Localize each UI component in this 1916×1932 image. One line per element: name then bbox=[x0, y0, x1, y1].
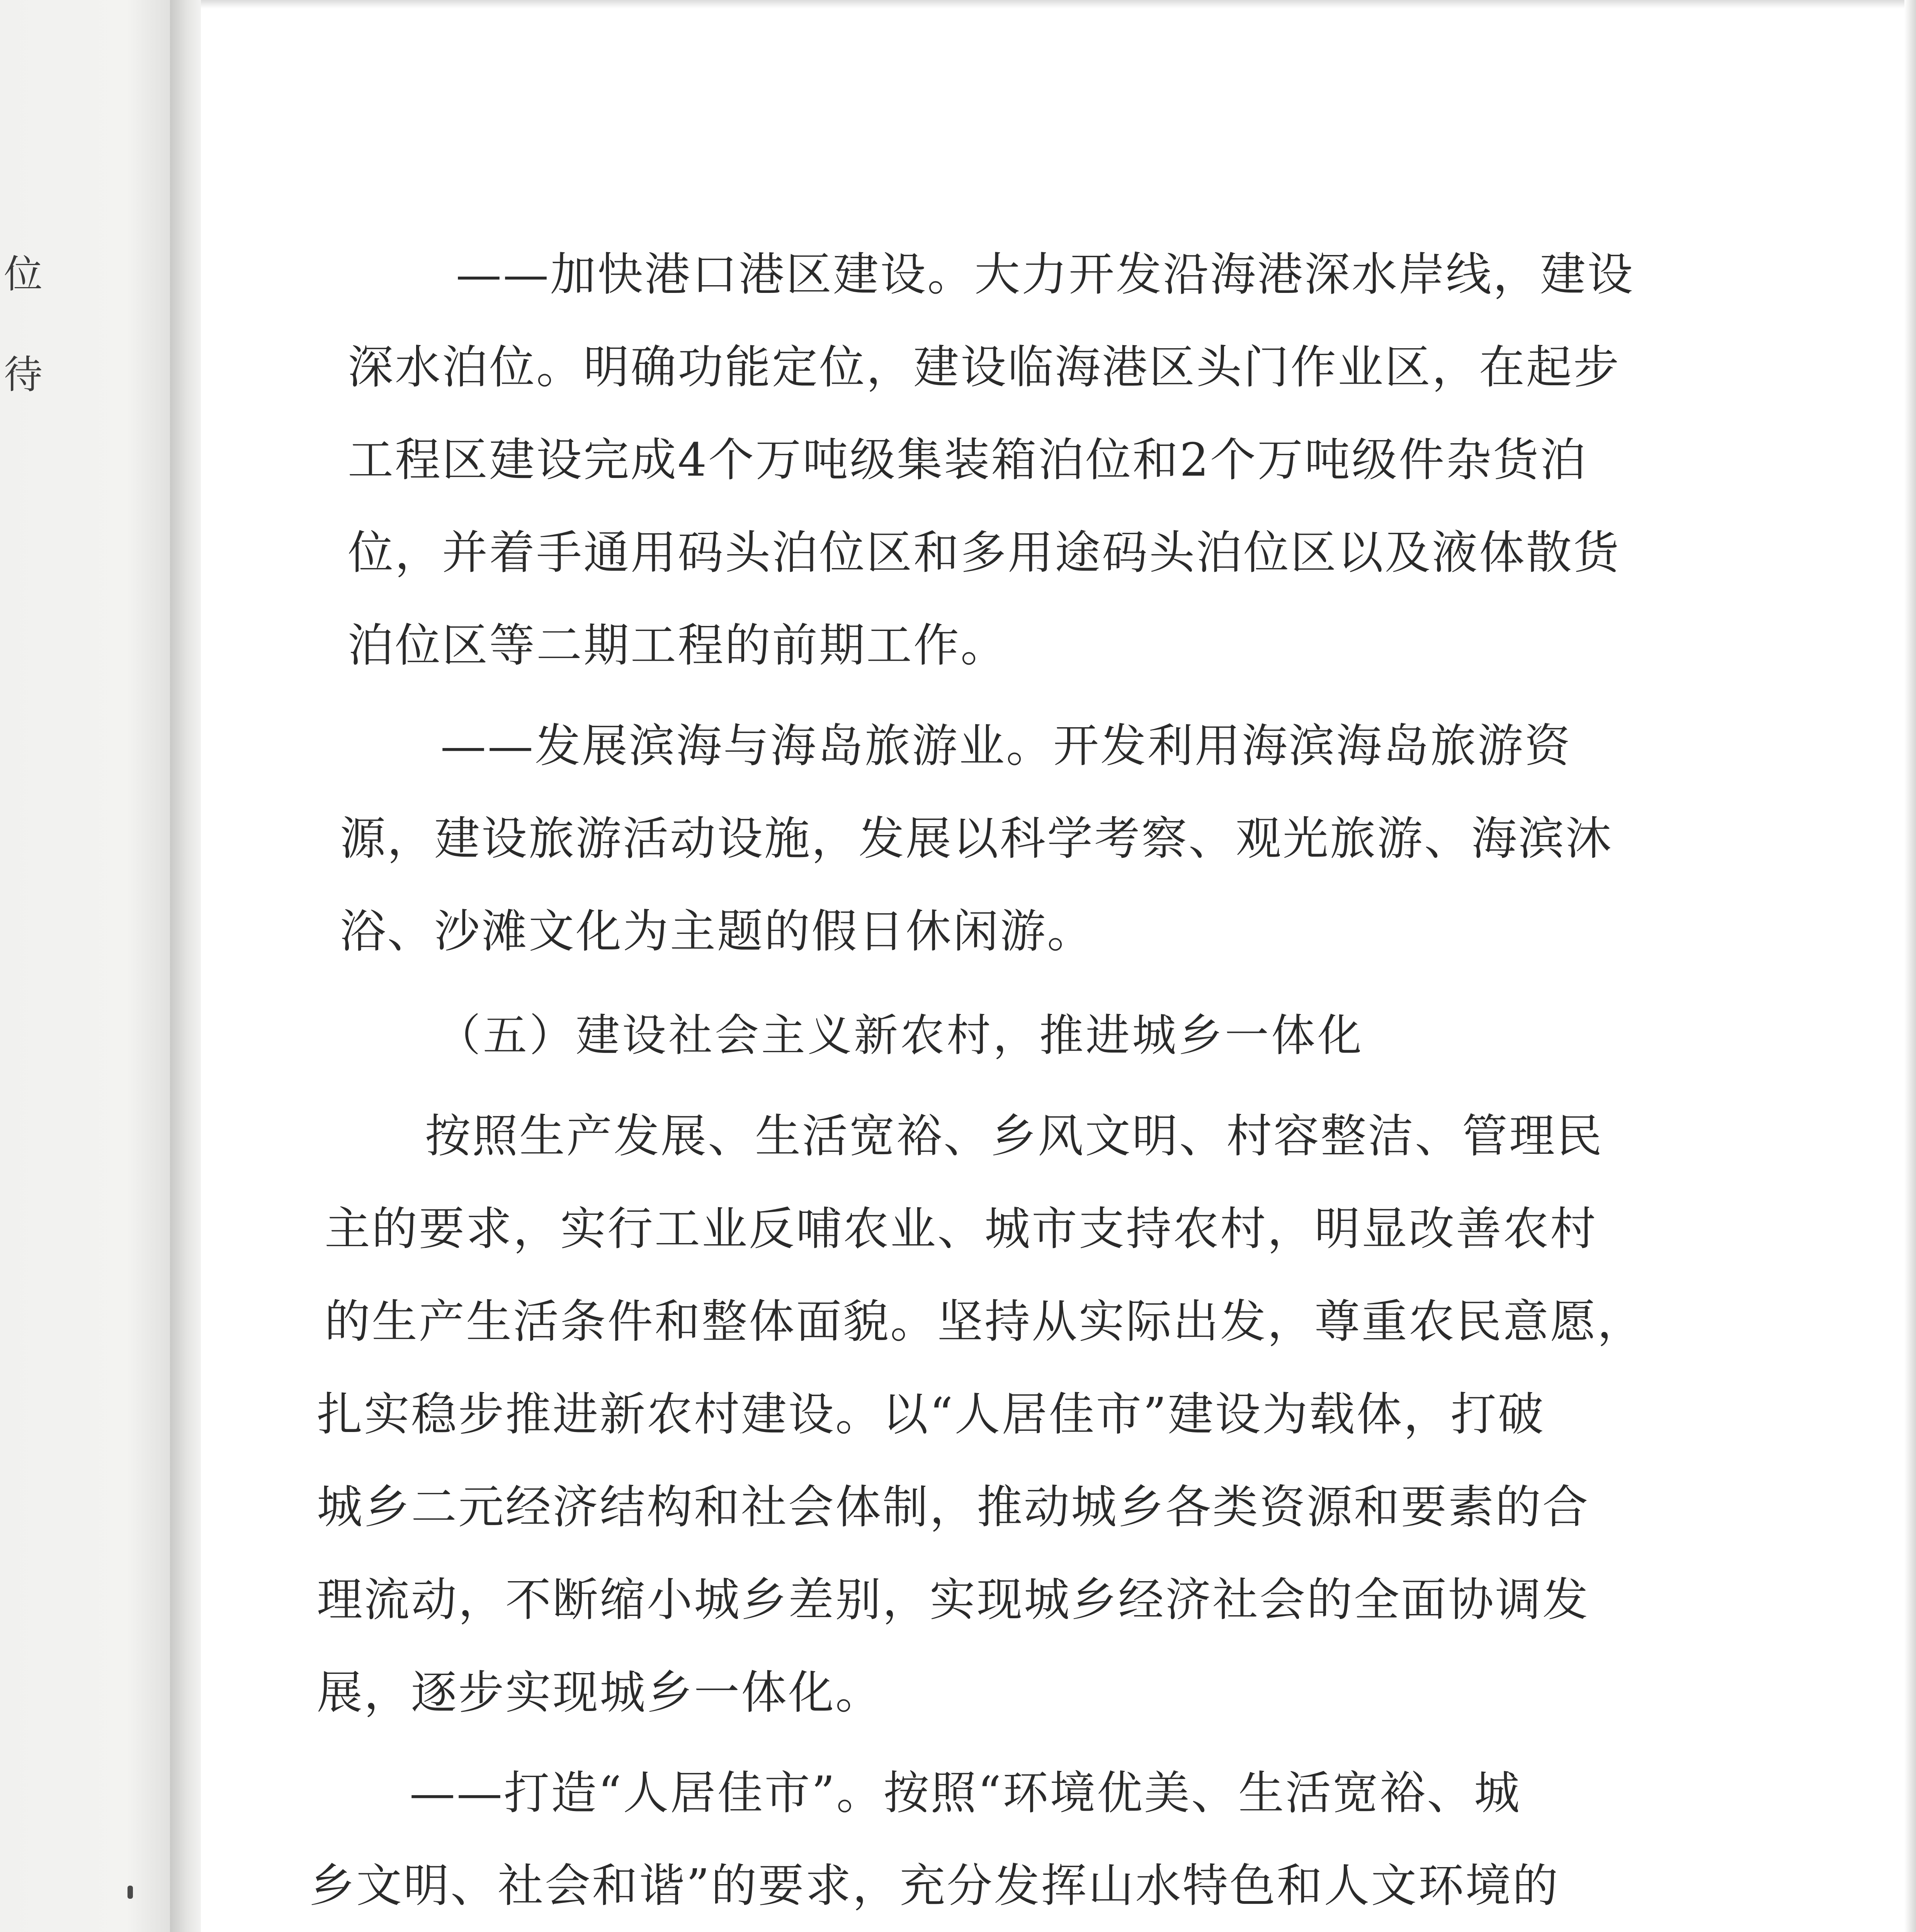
facing-page-fragment: 待 bbox=[4, 355, 43, 394]
section-heading: （五）建设社会主义新农村，推进城乡一体化 bbox=[437, 1010, 1364, 1061]
text-line: ——加快港口港区建设。大力开发沿海港深水岸线，建设 bbox=[456, 248, 1635, 301]
text-line: 按照生产发展、生活宽裕、乡风文明、村容整洁、管理民 bbox=[425, 1109, 1604, 1163]
text-line: ——打造“人居佳市”。按照“环境优美、生活宽裕、城 bbox=[410, 1766, 1521, 1820]
text-line: 源，建设旅游活动设施，发展以科学考察、观光旅游、海滨沐 bbox=[340, 812, 1613, 865]
facing-page-fragment: 位 bbox=[4, 255, 43, 294]
text-line: 城乡二元经济结构和社会体制，推动城乡各类资源和要素的合 bbox=[317, 1480, 1590, 1534]
text-line: 深水泊位。明确功能定位，建设临海港区头门作业区，在起步 bbox=[348, 340, 1621, 394]
document-page bbox=[201, 0, 1916, 1932]
text-line: 理流动，不断缩小城乡差别，实现城乡经济社会的全面协调发 bbox=[317, 1573, 1590, 1626]
text-line: 工程区建设完成4个万吨级集装箱泊位和2个万吨级件杂货泊 bbox=[348, 433, 1588, 486]
scan-mark bbox=[128, 1886, 133, 1899]
page-edge-top bbox=[201, 0, 1916, 9]
text-line: 展，逐步实现城乡一体化。 bbox=[317, 1666, 883, 1719]
text-line: ——发展滨海与海岛旅游业。开发利用海滨海岛旅游资 bbox=[440, 719, 1572, 772]
text-line: 主的要求，实行工业反哺农业、城市支持农村，明显改善农村 bbox=[325, 1202, 1598, 1255]
text-line: 乡文明、社会和谐”的要求，充分发挥山水特色和人文环境的 bbox=[309, 1859, 1560, 1912]
facing-page bbox=[0, 0, 182, 1932]
text-line: 位，并着手通用码头泊位区和多用途码头泊位区以及液体散货 bbox=[348, 526, 1621, 579]
text-line: 浴、沙滩文化为主题的假日休闲游。 bbox=[340, 905, 1095, 958]
text-line: 泊位区等二期工程的前期工作。 bbox=[348, 619, 1008, 672]
page-edge-right bbox=[1904, 0, 1916, 1932]
text-line: 的生产生活条件和整体面貌。坚持从实际出发，尊重农民意愿， bbox=[325, 1295, 1645, 1348]
text-line: 扎实稳步推进新农村建设。以“人居佳市”建设为载体，打破 bbox=[317, 1388, 1545, 1441]
